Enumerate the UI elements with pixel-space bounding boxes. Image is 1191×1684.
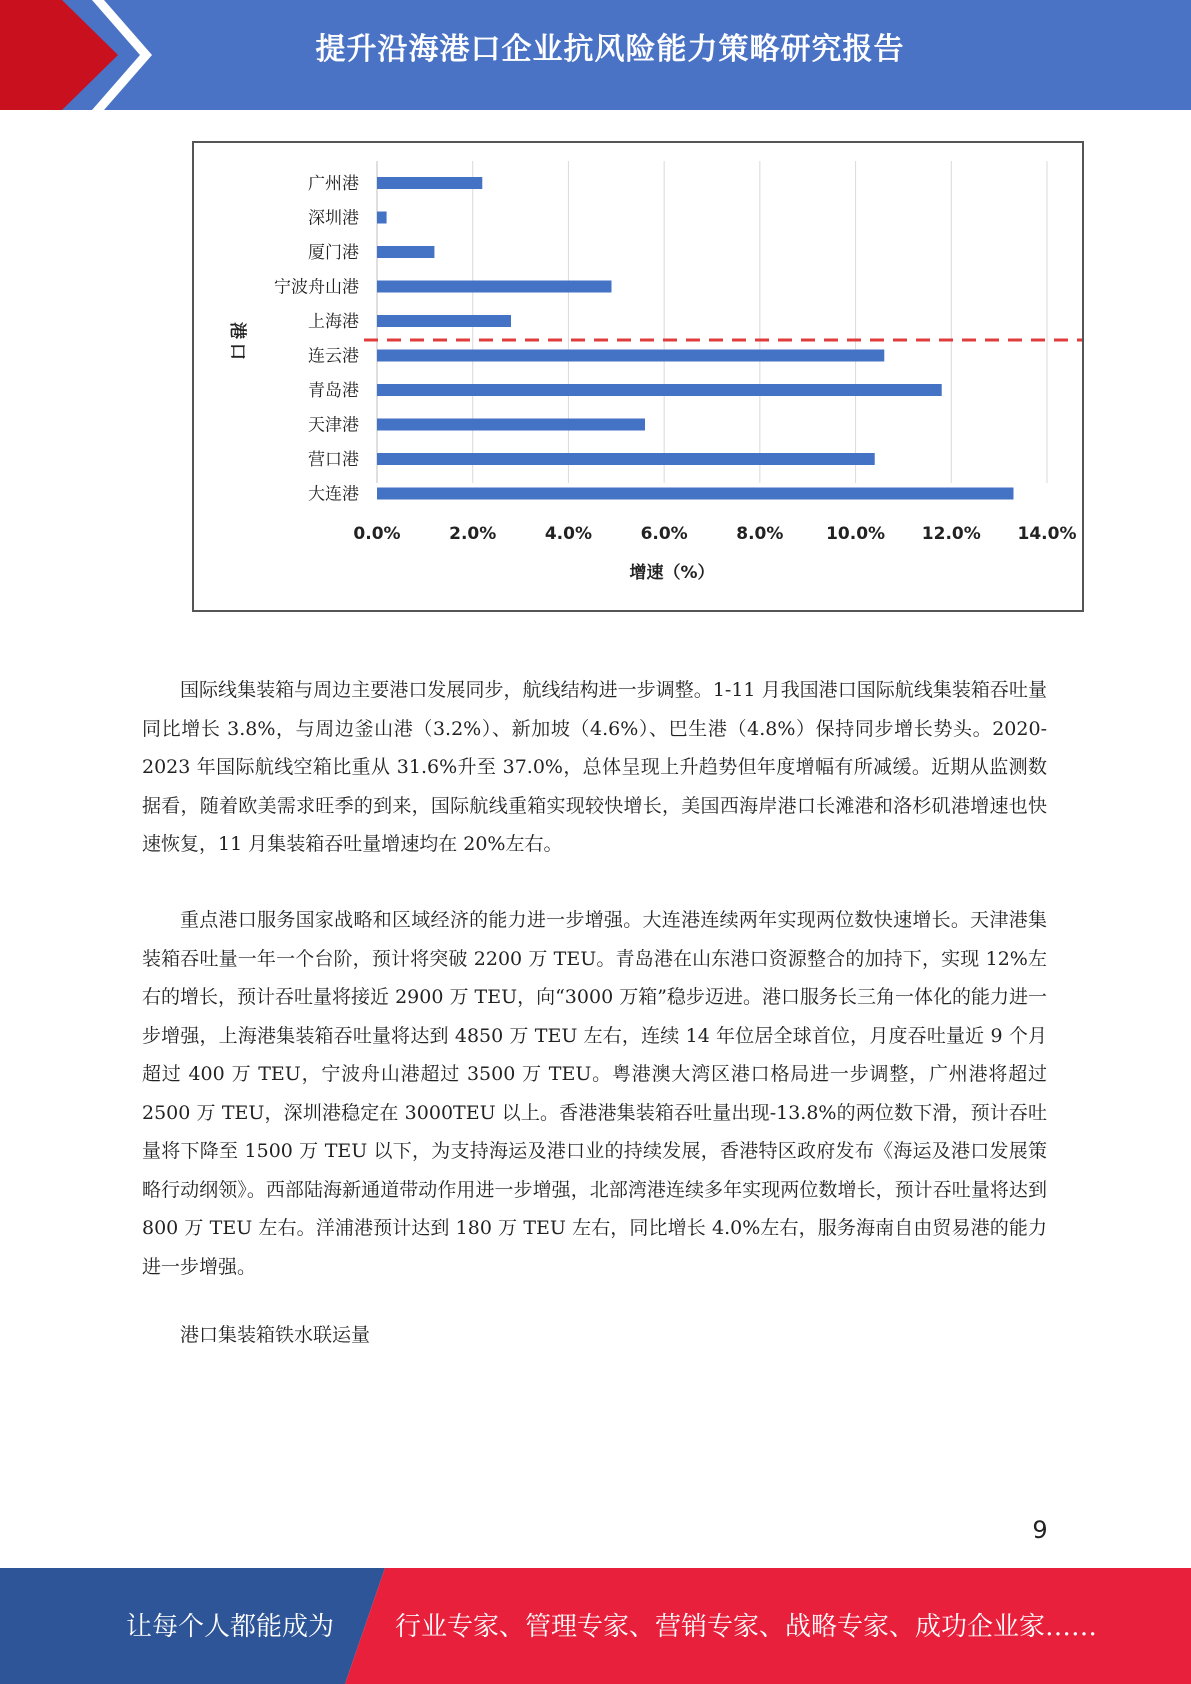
chart-bar (377, 488, 1014, 500)
chart-category-label: 宁波舟山港 (274, 277, 359, 298)
chart-category-label: 营口港 (308, 450, 359, 470)
chart-bar (377, 246, 434, 258)
paragraph-rail-water-heading: 港口集装箱铁水联运量 (180, 1324, 371, 1346)
chart-bar (377, 177, 482, 189)
chart-x-tick-label: 6.0% (640, 524, 688, 544)
chart-category-label: 深圳港 (308, 208, 359, 229)
chart-bar (377, 350, 884, 362)
chart-bar (377, 384, 942, 396)
chart-category-label: 青岛港 (308, 381, 359, 401)
chart-x-axis-label: 增速（%） (629, 563, 715, 583)
chart-bar (377, 315, 511, 327)
chart-x-tick-label: 12.0% (921, 524, 981, 544)
header-bar (0, 0, 1191, 110)
chart-category-label: 大连港 (308, 484, 359, 505)
chart-x-tick-label: 4.0% (544, 524, 593, 544)
chart-x-tick-label: 0.0% (353, 524, 401, 544)
chart-category-label: 上海港 (308, 312, 359, 332)
chart-bar (377, 453, 875, 465)
footer-slogan-right: 行业专家、管理专家、营销专家、战略专家、成功企业家…… (395, 1612, 1098, 1642)
chart-x-tick-label: 10.0% (826, 524, 886, 544)
paragraph-key-ports: 重点港口服务国家战略和区域经济的能力进一步增强。大连港连续两年实现两位数快速增长。天津港集装箱吞吐量一年一个台阶，预计将突破 2200 万 TEU。青岛港在山东港口资源整合的加持下，实现 12%左右的增长，预计吞吐量将接近 2900 万 TEU，向“3000 万箱”稳步迈进。港口服务长三角一体化的能力进一步增强，上海港集装箱吞吐量将达到 4850 万 TEU 左右，连续 14 年位居全球首位，月度吞吐量近 9 个月超过 400 万 TEU，宁波舟山港超过 3500 万 TEU。粤港澳大湾区港口格局进一步调整，广州港将超过 2500 万 TEU，深圳港稳定在 3000TEU 以上。香港港集装箱吞吐量出现-13.8%的两位数下滑，预计吞吐量将下降至 1500 万 TEU 以下，为支持海运及港口业的持续发展，香港特区政府发布《海运及港口发展策略行动纲领》。西部陆海新通道带动作用进一步增强，北部湾港连续多年实现两位数增长，预计吞吐量将达到 800 万 TEU 左右。洋浦港预计达到 180 万 TEU 左右，同比增长 4.0%左右，服务海南自由贸易港的能力进一步增强。 (142, 909, 1047, 1278)
chart-bar (377, 419, 645, 431)
chart-x-tick-label: 8.0% (736, 524, 784, 544)
chart-x-tick-label: 2.0% (449, 524, 497, 544)
chart-canvas (194, 143, 1082, 610)
chart-bar (377, 212, 387, 224)
chart-category-label: 连云港 (308, 346, 359, 367)
chart-category-label: 厦门港 (308, 243, 359, 263)
footer-banner (0, 1568, 1191, 1684)
header-title: 提升沿海港口企业抗风险能力策略研究报告 (315, 32, 905, 67)
chart-bar (377, 281, 612, 293)
header-arrow-decoration (0, 0, 160, 110)
paragraph-international-routes: 国际线集装箱与周边主要港口发展同步，航线结构进一步调整。1-11 月我国港口国际航线集装箱吞吐量同比增长 3.8%，与周边釜山港（3.2%）、新加坡（4.6%）、巴生港（4.8%）保持同步增长势头。2020-2023 年国际航线空箱比重从 31.6%升至 37.0%，总体呈现上升趋势但年度增幅有所减缓。近期从监测数据看，随着欧美需求旺季的到来，国际航线重箱实现较快增长，美国西海岸港口长滩港和洛杉矶港增速也快速恢复，11 月集装箱吞吐量增速均在 20%左右。 (142, 679, 1047, 855)
footer-slogan-left: 让每个人都能成为 (125, 1612, 334, 1642)
page-number: 9 (1032, 1516, 1048, 1544)
chart-category-label: 天津港 (308, 415, 359, 436)
chart-y-axis-label: 港口 (227, 322, 247, 364)
port-growth-chart (192, 141, 1084, 612)
chart-x-tick-label: 14.0% (1017, 524, 1077, 544)
chart-category-label: 广州港 (308, 174, 359, 194)
